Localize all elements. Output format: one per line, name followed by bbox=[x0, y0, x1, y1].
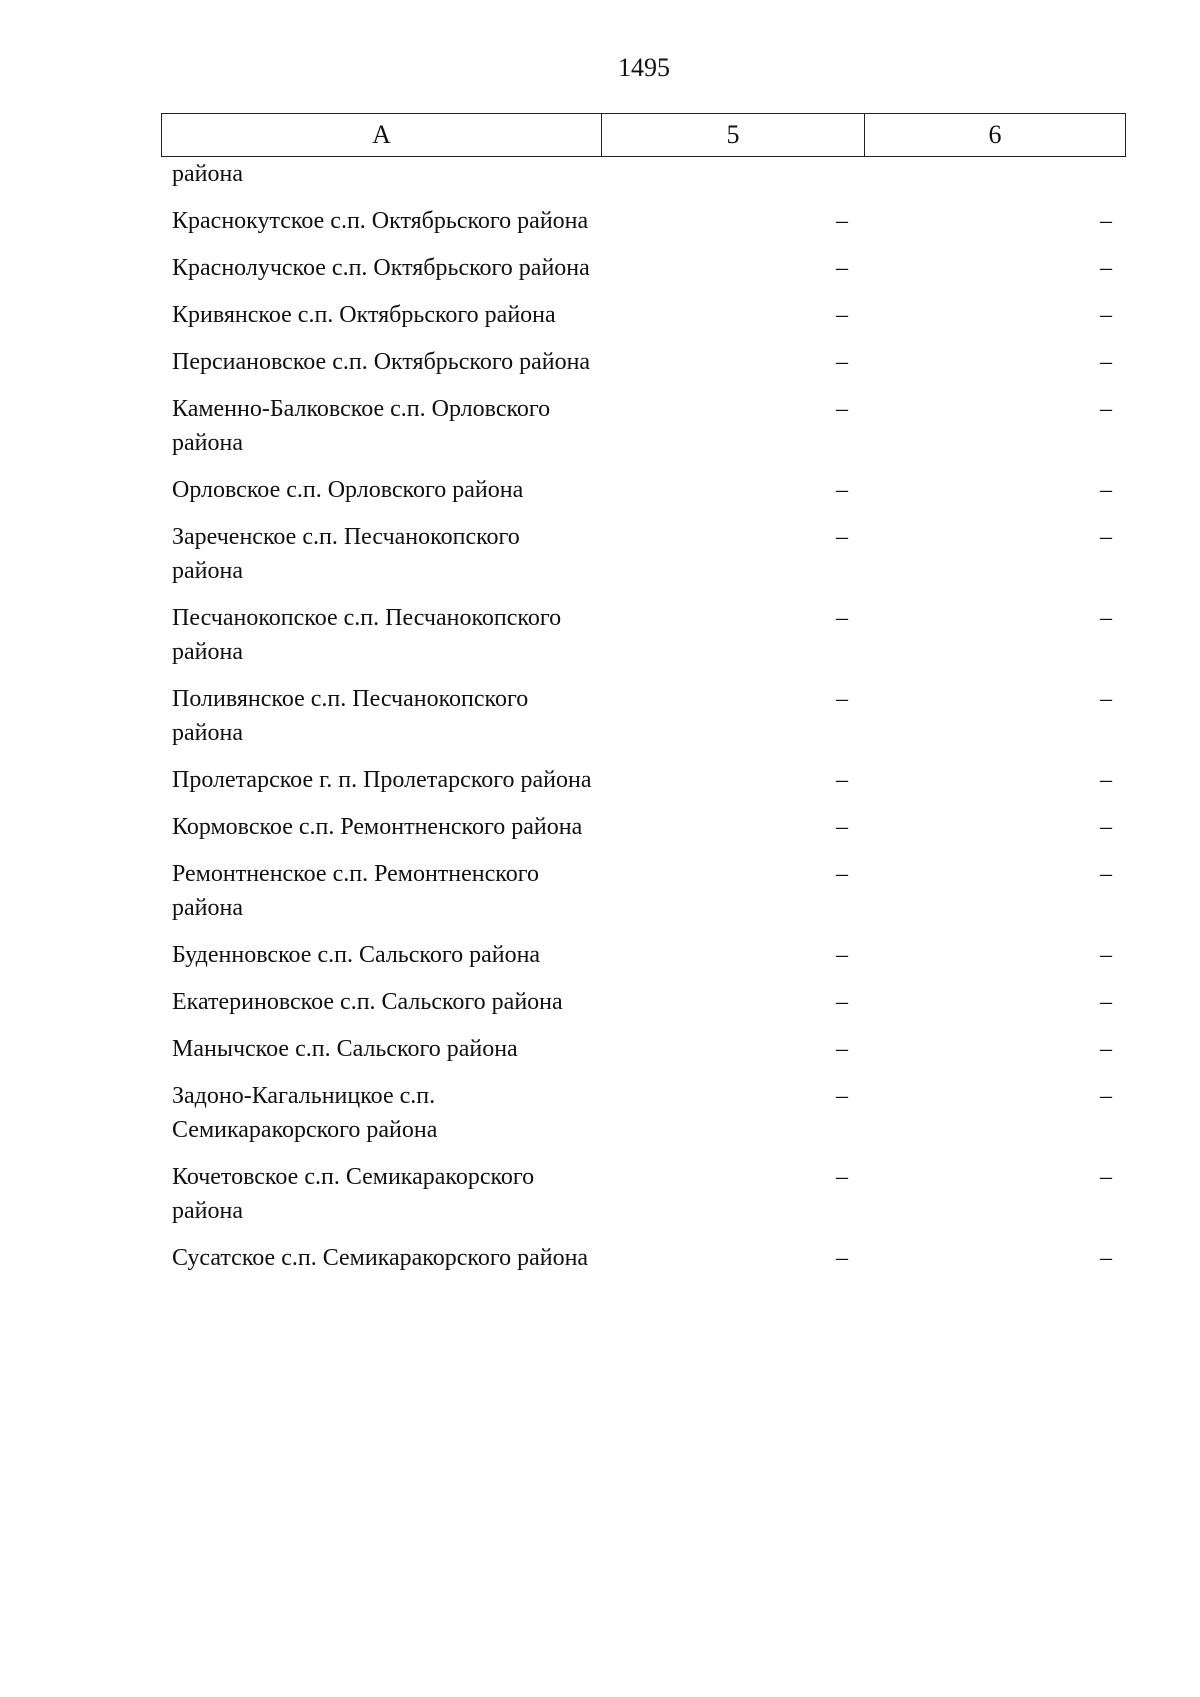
table-row bbox=[161, 298, 1126, 332]
row-value-6: – bbox=[1100, 302, 1112, 328]
row-value-6: – bbox=[1100, 255, 1112, 281]
table-row bbox=[161, 392, 1126, 460]
row-name: Зареченское с.п. Песчанокопского района bbox=[172, 524, 520, 584]
row-value-5: – bbox=[836, 396, 848, 422]
table-row bbox=[161, 810, 1126, 844]
row-name: Екатериновское с.п. Сальского района bbox=[172, 989, 563, 1015]
row-name: Каменно-Балковское с.п. Орловского района bbox=[172, 396, 551, 456]
table-row bbox=[161, 1160, 1126, 1228]
row-value-6: – bbox=[1100, 208, 1112, 234]
row-value-5: – bbox=[836, 989, 848, 1015]
table-body bbox=[161, 157, 1126, 1275]
row-name: Кривянское с.п. Октябрьского района bbox=[172, 302, 556, 328]
row-value-5: – bbox=[836, 477, 848, 503]
row-value-6: – bbox=[1100, 1164, 1112, 1190]
row-value-6: – bbox=[1100, 605, 1112, 631]
row-value-6: – bbox=[1100, 1036, 1112, 1062]
row-value-5: – bbox=[836, 861, 848, 887]
row-name: Песчанокопское с.п. Песчанокопского района bbox=[172, 605, 562, 665]
row-value-6: – bbox=[1100, 814, 1112, 840]
row-value-5: – bbox=[836, 1245, 848, 1271]
row-value-6: – bbox=[1100, 1083, 1112, 1109]
table-row bbox=[161, 763, 1126, 797]
row-name: Краснолучское с.п. Октябрьского района bbox=[172, 255, 590, 281]
row-value-5: – bbox=[836, 942, 848, 968]
row-name: Буденновское с.п. Сальского района bbox=[172, 942, 541, 968]
row-value-5: – bbox=[836, 349, 848, 375]
table-row bbox=[161, 682, 1126, 750]
row-value-6: – bbox=[1100, 524, 1112, 550]
row-name: Манычское с.п. Сальского района bbox=[172, 1036, 518, 1062]
row-name: Краснокутское с.п. Октябрьского района bbox=[172, 208, 589, 234]
row-name: Поливянское с.п. Песчанокопского района bbox=[172, 686, 529, 746]
table-row bbox=[161, 857, 1126, 925]
page-number: 1495 bbox=[618, 53, 670, 82]
row-value-5: – bbox=[836, 208, 848, 234]
row-value-5: – bbox=[836, 302, 848, 328]
row-name: Персиановское с.п. Октябрьского района bbox=[172, 349, 591, 375]
row-value-5: – bbox=[836, 1164, 848, 1190]
header-col-6: 6 bbox=[988, 120, 1002, 149]
table-row bbox=[161, 985, 1126, 1019]
row-name: Кормовское с.п. Ремонтненского района bbox=[172, 814, 583, 840]
table-row bbox=[161, 251, 1126, 285]
table-row bbox=[161, 345, 1126, 379]
table-row bbox=[161, 1241, 1126, 1275]
row-value-6: – bbox=[1100, 686, 1112, 712]
row-value-6: – bbox=[1100, 1245, 1112, 1271]
table-row bbox=[161, 204, 1126, 238]
row-value-6: – bbox=[1100, 989, 1112, 1015]
row-value-5: – bbox=[836, 524, 848, 550]
row-value-5: – bbox=[836, 605, 848, 631]
row-value-6: – bbox=[1100, 477, 1112, 503]
row-value-5: – bbox=[836, 1036, 848, 1062]
row-name: Ремонтненское с.п. Ремонтненского района bbox=[172, 861, 539, 921]
row-value-6: – bbox=[1100, 767, 1112, 793]
row-name: Кочетовское с.п. Семикаракорского района bbox=[172, 1164, 535, 1224]
table-row bbox=[161, 938, 1126, 972]
row-name: Сусатское с.п. Семикаракорского района bbox=[172, 1245, 589, 1271]
table-row bbox=[161, 520, 1126, 588]
table-row bbox=[161, 601, 1126, 669]
row-value-6: – bbox=[1100, 396, 1112, 422]
row-value-6: – bbox=[1100, 861, 1112, 887]
row-value-6: – bbox=[1100, 942, 1112, 968]
table-row bbox=[161, 473, 1126, 507]
row-name: Орловское с.п. Орловского района bbox=[172, 477, 524, 503]
header-col-5: 5 bbox=[602, 114, 865, 156]
table-header bbox=[161, 113, 1126, 157]
row-value-5: – bbox=[836, 814, 848, 840]
row-value-5: – bbox=[836, 686, 848, 712]
row-value-5: – bbox=[836, 1083, 848, 1109]
row-value-5: – bbox=[836, 767, 848, 793]
table-row bbox=[161, 1079, 1126, 1147]
row-name: Пролетарское г. п. Пролетарского района bbox=[172, 767, 592, 793]
row-value-6: – bbox=[1100, 349, 1112, 375]
table-row bbox=[161, 1032, 1126, 1066]
continued-row-text: района bbox=[172, 161, 243, 187]
header-col-a: А bbox=[162, 114, 602, 156]
row-value-5: – bbox=[836, 255, 848, 281]
row-name: Задоно-Кагальницкое с.п. Семикаракорского района bbox=[172, 1083, 438, 1143]
